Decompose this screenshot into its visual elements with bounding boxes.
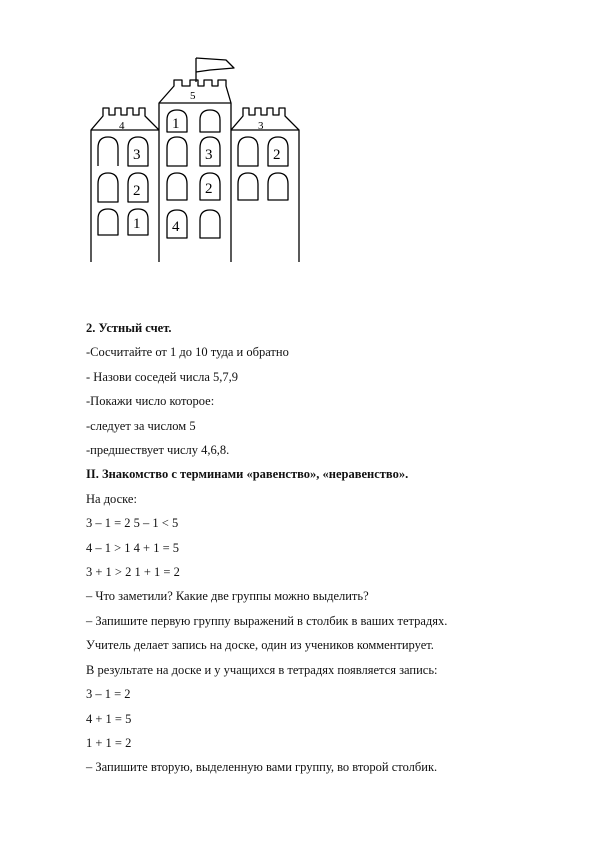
window-number: 1 (172, 116, 180, 132)
text-line: -Покажи число которое: (86, 394, 215, 409)
lesson-text (86, 316, 546, 780)
text-line: -предшествует числу 4,6,8. (86, 443, 230, 458)
window-number: 1 (133, 216, 141, 232)
right-tower-number: 3 (258, 120, 264, 132)
text-line: В результате на доске и у учащихся в тетрадях появляется запись: (86, 662, 438, 677)
castle-illustration (86, 50, 306, 262)
middle-tower-number: 5 (190, 90, 196, 102)
window-number: 2 (205, 181, 213, 197)
expression-line: 1 + 1 = 2 (86, 735, 132, 750)
window-number: 2 (273, 147, 281, 163)
text-line: -следует за числом 5 (86, 418, 196, 433)
text-line: – Запишите вторую, выделенную вами группу, во второй столбик. (86, 760, 438, 775)
window-number: 4 (172, 219, 180, 235)
expression-line: 4 + 1 = 5 (86, 711, 132, 726)
expression-line: 3 – 1 = 2 (86, 687, 131, 702)
text-line: На доске: (86, 491, 137, 506)
expression-line: 3 + 1 > 2 1 + 1 = 2 (86, 565, 180, 580)
text-line: Учитель делает запись на доске, один из учеников комментирует. (86, 638, 434, 653)
window-number: 2 (133, 183, 141, 199)
expression-line: 4 – 1 > 1 4 + 1 = 5 (86, 540, 180, 555)
section-heading-equality: II. Знакомство с терминами «равенство», «неравенство». (86, 467, 409, 482)
text-line: -Сосчитайте от 1 до 10 туда и обратно (86, 345, 289, 360)
text-line: – Что заметили? Какие две группы можно выделить? (86, 589, 369, 604)
section-heading-oral-count: 2. Устный счет. (86, 321, 172, 335)
text-line: – Запишите первую группу выражений в столбик в ваших тетрадях. (86, 613, 448, 628)
window-number: 3 (133, 147, 141, 163)
text-line: - Назови соседей числа 5,7,9 (86, 369, 239, 384)
window-number: 3 (205, 147, 213, 163)
left-tower-number: 4 (119, 120, 125, 132)
expression-line: 3 – 1 = 2 5 – 1 < 5 (86, 516, 179, 531)
